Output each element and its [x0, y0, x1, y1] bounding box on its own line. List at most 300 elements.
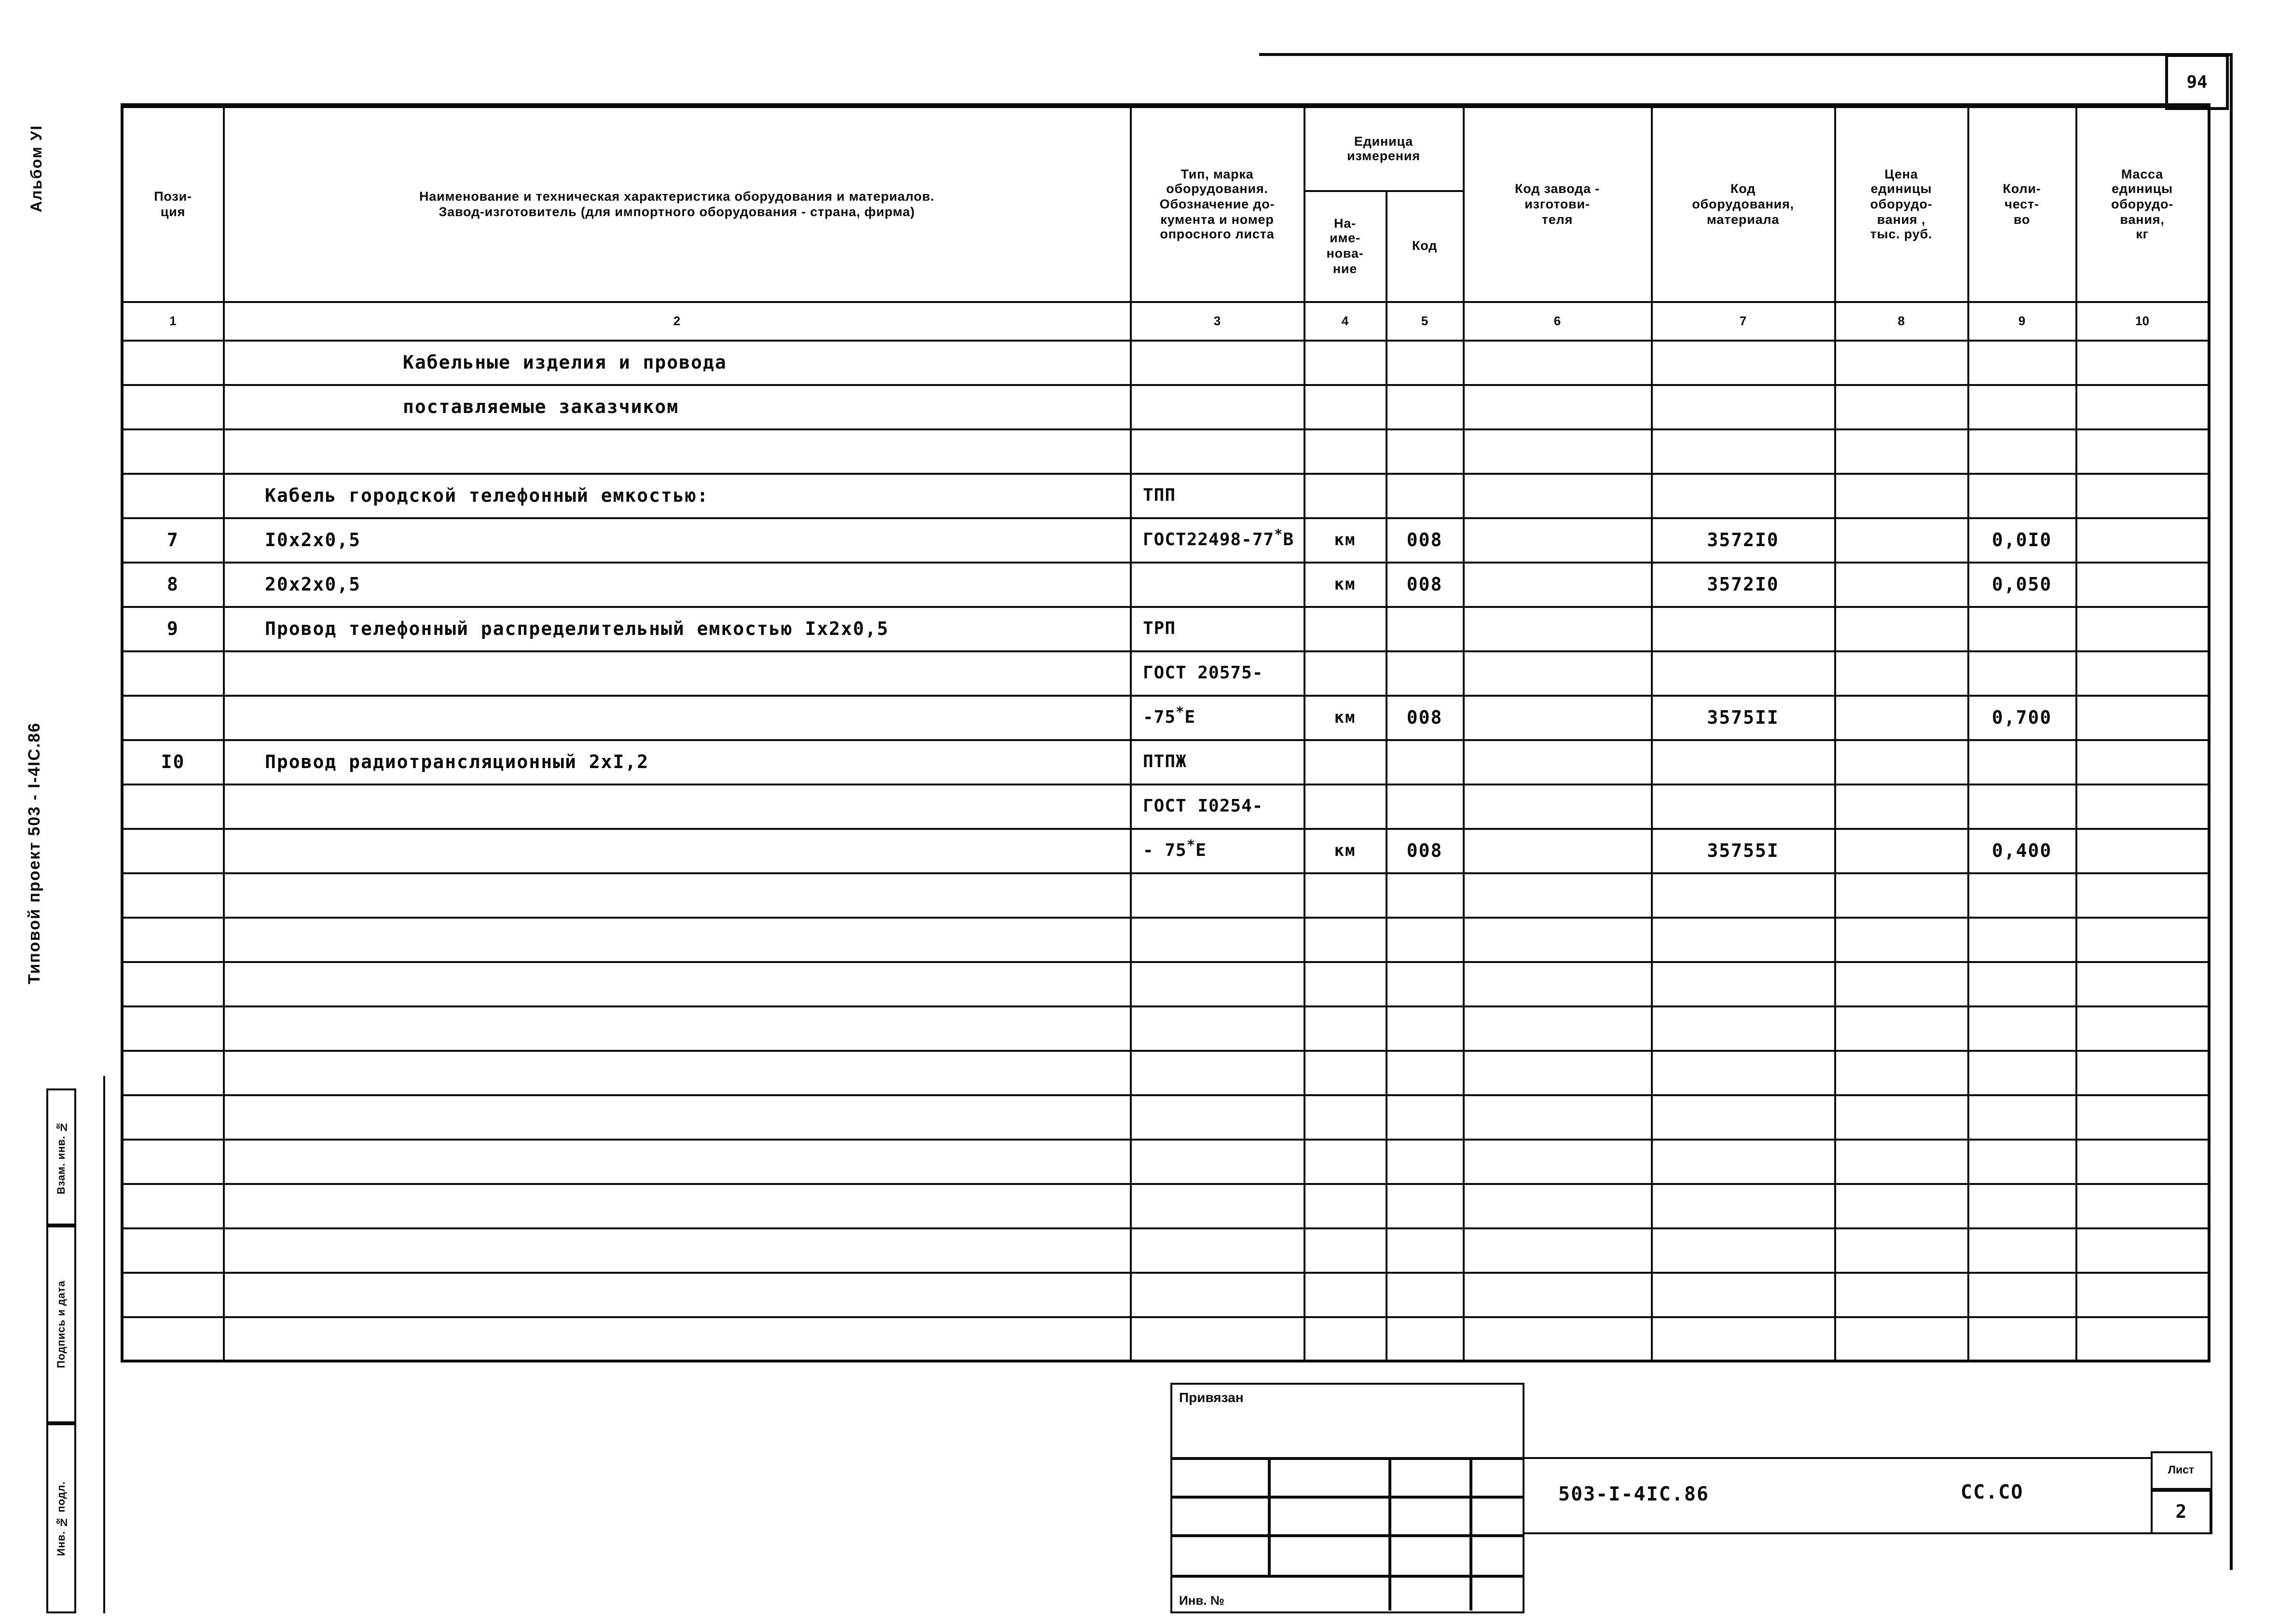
table-cell: [1386, 962, 1463, 1006]
table-cell: [1386, 1317, 1463, 1361]
table-cell: [1386, 1228, 1463, 1272]
table-cell: [1386, 473, 1463, 518]
table-cell: [1651, 1184, 1835, 1228]
table-cell: [1463, 606, 1651, 651]
spec-table-body: [122, 340, 2209, 1361]
table-cell: [1463, 651, 1651, 695]
column-number-cell: 4: [1304, 302, 1386, 340]
table-cell: [223, 1139, 1130, 1184]
table-cell: [223, 962, 1130, 1006]
sheet-label: Лист: [2168, 1465, 2195, 1476]
table-cell: [1835, 1317, 1968, 1361]
page-number: 94: [2186, 72, 2208, 92]
column-number-cell: 8: [1835, 302, 1968, 340]
table-cell: [1463, 385, 1651, 429]
table-cell: [1304, 784, 1386, 828]
table-cell: 7: [122, 518, 223, 562]
table-cell: [122, 695, 223, 740]
table-cell: [122, 1317, 223, 1361]
header-line: Код: [1412, 238, 1438, 253]
header-unit-group: [1304, 106, 1463, 191]
table-cell: [223, 1228, 1130, 1272]
table-cell: км: [1304, 695, 1386, 740]
table-cell: [1651, 962, 1835, 1006]
table-cell: [1130, 1050, 1304, 1095]
header-line: оборудо-: [2111, 196, 2174, 211]
table-cell: 35755I: [1651, 828, 1835, 873]
table-cell: [1835, 784, 1968, 828]
table-cell: [2076, 1006, 2209, 1050]
table-cell: [1304, 606, 1386, 651]
table-cell: 008: [1386, 518, 1463, 562]
table-cell: [2076, 1228, 2209, 1272]
header-price: [1835, 106, 1968, 302]
table-cell: [122, 385, 223, 429]
table-row: [122, 828, 2209, 873]
header-line: Обозначение до-: [1159, 196, 1275, 211]
table-cell: [1835, 651, 1968, 695]
header-line: Наименование и техническая характеристика оборудования и материалов.: [419, 189, 934, 204]
table-cell: [1463, 429, 1651, 473]
table-cell: [122, 1006, 223, 1050]
table-cell: [1463, 1139, 1651, 1184]
table-cell: [1968, 429, 2076, 473]
header-line: Завод-изготовитель (для импортного оборудования - страна, фирма): [439, 204, 915, 219]
table-row: [122, 606, 2209, 651]
header-line-group: [1305, 134, 1462, 164]
table-cell: [1386, 1050, 1463, 1095]
table-cell: [1651, 1095, 1835, 1139]
stamp-vzam-inv-label: Взам. инв. №: [55, 1120, 67, 1194]
table-cell: [1463, 518, 1651, 562]
column-number-cell: 9: [1968, 302, 2076, 340]
table-row: [122, 1272, 2209, 1317]
footer-stamp: [1170, 1383, 1524, 1613]
header-line: Пози-: [154, 189, 192, 204]
header-qty: [1968, 106, 2076, 302]
table-cell: [1835, 1006, 1968, 1050]
header-line: нова-: [1326, 246, 1364, 261]
header-line: На-: [1334, 216, 1356, 231]
header-line: теля: [1541, 212, 1573, 226]
header-line: Код завода -: [1515, 181, 1600, 196]
table-cell: [223, 828, 1130, 873]
table-cell: [1386, 340, 1463, 385]
table-cell: [2076, 651, 2209, 695]
table-row: [122, 1095, 2209, 1139]
table-cell: [1463, 962, 1651, 1006]
header-line: Код: [1730, 181, 1756, 196]
table-cell: [2076, 606, 2209, 651]
table-cell: [1968, 1050, 2076, 1095]
table-cell: [1651, 1006, 1835, 1050]
table-cell: [1304, 740, 1386, 784]
table-cell: [1968, 1095, 2076, 1139]
table-row: [122, 1228, 2209, 1272]
table-cell: [1968, 962, 2076, 1006]
header-line: ция: [160, 204, 186, 219]
table-cell: [1651, 606, 1835, 651]
table-cell: [1835, 962, 1968, 1006]
table-cell: [1463, 562, 1651, 606]
table-cell: [1651, 917, 1835, 962]
table-cell: ГОСТ I0254-: [1130, 784, 1304, 828]
table-cell: 0,050: [1968, 562, 2076, 606]
table-cell: [1651, 1139, 1835, 1184]
table-cell: [1835, 429, 1968, 473]
header-line: измерения: [1347, 149, 1420, 164]
table-cell: 008: [1386, 695, 1463, 740]
table-cell: [1386, 1095, 1463, 1139]
table-cell: [1130, 873, 1304, 917]
table-cell: 9: [122, 606, 223, 651]
header-line-group: [1836, 167, 1967, 242]
header-line: изготови-: [1524, 196, 1590, 211]
sheet-label-box: [2150, 1451, 2212, 1490]
table-row: [122, 1184, 2209, 1228]
header-factory-code: [1463, 106, 1651, 302]
table-cell: [1968, 1184, 2076, 1228]
header-line: име-: [1330, 231, 1360, 246]
table-cell: [1130, 1006, 1304, 1050]
table-cell: [1651, 784, 1835, 828]
table-cell: [122, 1272, 223, 1317]
table-cell: [1835, 1050, 1968, 1095]
table-cell: [122, 1095, 223, 1139]
header-line: оборудо-: [1870, 196, 1933, 211]
table-cell: [1651, 473, 1835, 518]
table-cell: Провод телефонный распределительный емкостью Iх2х0,5: [223, 606, 1130, 651]
table-row: [122, 1050, 2209, 1095]
header-line: единицы: [1870, 181, 1932, 196]
table-cell: [122, 828, 223, 873]
table-cell: 3572I0: [1651, 562, 1835, 606]
table-cell: [1304, 385, 1386, 429]
table-cell: [1386, 429, 1463, 473]
table-cell: 0,400: [1968, 828, 2076, 873]
table-cell: [1968, 1272, 2076, 1317]
inventory-number-label: Инв. №: [1179, 1593, 1224, 1608]
table-cell: [1304, 473, 1386, 518]
table-row: [122, 562, 2209, 606]
stamp-podpis-data: [46, 1225, 76, 1423]
table-cell: [1130, 917, 1304, 962]
header-line-group: [1305, 216, 1385, 276]
header-line-group: [1387, 238, 1462, 253]
header-line-group: [1464, 182, 1650, 227]
table-cell: [122, 873, 223, 917]
table-cell: [223, 784, 1130, 828]
header-line: вания ,: [1877, 212, 1926, 226]
header-unit-code: [1386, 191, 1463, 302]
album-label: Альбом УI: [29, 124, 45, 212]
table-cell: ТПП: [1130, 473, 1304, 518]
table-cell: [1386, 1006, 1463, 1050]
table-row: [122, 340, 2209, 385]
header-line: оборудования,: [1692, 196, 1794, 211]
table-cell: [1386, 606, 1463, 651]
header-line: опросного листа: [1160, 227, 1275, 242]
table-cell: [1835, 1272, 1968, 1317]
table-cell: [2076, 1317, 2209, 1361]
table-cell: [1968, 917, 2076, 962]
column-number-cell: 10: [2076, 302, 2209, 340]
footer-stamp-divider: [1268, 1457, 1270, 1575]
table-cell: [1835, 562, 1968, 606]
table-cell: I0: [122, 740, 223, 784]
table-cell: [1386, 1272, 1463, 1317]
table-row: [122, 651, 2209, 695]
table-cell: - 75*Е: [1130, 828, 1304, 873]
header-line: тыс. руб.: [1870, 227, 1933, 242]
table-cell: Кабель городской телефонный емкостью:: [223, 473, 1130, 518]
header-line: единицы: [2112, 181, 2173, 196]
table-cell: [1651, 1317, 1835, 1361]
table-cell: [2076, 1272, 2209, 1317]
table-cell: ГОСТ22498-77*В: [1130, 518, 1304, 562]
table-row: [122, 1006, 2209, 1050]
table-cell: [2076, 740, 2209, 784]
table-cell: [1835, 740, 1968, 784]
table-cell: [2076, 1050, 2209, 1095]
table-cell: Провод радиотрансляционный 2хI,2: [223, 740, 1130, 784]
table-cell: 0,700: [1968, 695, 2076, 740]
table-cell: [1968, 1228, 2076, 1272]
header-line: ние: [1332, 261, 1358, 276]
table-cell: ПТПЖ: [1130, 740, 1304, 784]
header-name: [223, 106, 1130, 302]
page-number-box: [2165, 54, 2229, 110]
table-cell: [122, 651, 223, 695]
column-number-row: [122, 302, 2209, 340]
table-cell: ТРП: [1130, 606, 1304, 651]
table-cell: [1463, 695, 1651, 740]
header-line: кг: [2136, 227, 2149, 242]
table-cell: [1835, 1139, 1968, 1184]
table-cell: [1651, 429, 1835, 473]
table-row: [122, 1139, 2209, 1184]
header-line-group: [1652, 182, 1834, 227]
sheet-number-box: [2150, 1490, 2212, 1534]
stamp-podpis-data-label: Подпись и дата: [55, 1280, 67, 1368]
table-cell: I0х2х0,5: [223, 518, 1130, 562]
table-cell: [1968, 873, 2076, 917]
table-cell: [122, 962, 223, 1006]
table-cell: [1651, 340, 1835, 385]
table-cell: [2076, 340, 2209, 385]
table-cell: [1304, 1139, 1386, 1184]
header-line: Цена: [1884, 166, 1918, 181]
table-cell: -75*Е: [1130, 695, 1304, 740]
table-cell: [2076, 695, 2209, 740]
table-cell: км: [1304, 828, 1386, 873]
table-cell: км: [1304, 518, 1386, 562]
header-line: во: [2013, 212, 2031, 226]
header-line-group: [224, 189, 1129, 219]
table-cell: [1651, 651, 1835, 695]
table-cell: [1130, 1184, 1304, 1228]
stamp-inv-podl-label: Инв. № подл.: [55, 1481, 67, 1556]
table-cell: [1304, 917, 1386, 962]
footer-stamp-divider: [1388, 1457, 1391, 1610]
table-row: [122, 962, 2209, 1006]
table-cell: [1968, 340, 2076, 385]
table-cell: [223, 651, 1130, 695]
table-cell: [1304, 340, 1386, 385]
table-cell: [1463, 1317, 1651, 1361]
table-cell: [2076, 917, 2209, 962]
table-cell: [2076, 518, 2209, 562]
table-cell: [122, 340, 223, 385]
table-cell: [1304, 429, 1386, 473]
table-cell: [1968, 784, 2076, 828]
table-cell: [2076, 1184, 2209, 1228]
table-cell: [1968, 1139, 2076, 1184]
table-row: [122, 740, 2209, 784]
table-cell: [1304, 1006, 1386, 1050]
table-cell: [223, 695, 1130, 740]
table-cell: [1968, 385, 2076, 429]
table-cell: [223, 1317, 1130, 1361]
table-cell: [1463, 917, 1651, 962]
sheet-number: 2: [2175, 1501, 2187, 1523]
table-row: [122, 429, 2209, 473]
table-cell: [1968, 606, 2076, 651]
table-cell: [1304, 1050, 1386, 1095]
table-row: [122, 695, 2209, 740]
header-line: Тип, марка: [1181, 166, 1254, 181]
table-cell: [122, 473, 223, 518]
table-row: [122, 784, 2209, 828]
header-pos: [122, 106, 223, 302]
header-line: вания,: [2120, 212, 2165, 226]
header-line: Единица: [1354, 134, 1414, 149]
table-cell: [1463, 473, 1651, 518]
table-cell: [2076, 1095, 2209, 1139]
table-cell: ГОСТ 20575-: [1130, 651, 1304, 695]
table-cell: [223, 429, 1130, 473]
table-cell: [1386, 740, 1463, 784]
column-number-cell: 5: [1386, 302, 1463, 340]
header-line-group: [1131, 167, 1303, 242]
header-line: кумента и номер: [1160, 212, 1274, 226]
table-cell: [1304, 873, 1386, 917]
table-cell: 008: [1386, 828, 1463, 873]
table-cell: [1651, 740, 1835, 784]
table-cell: Кабельные изделия и провода: [223, 340, 1130, 385]
table-row: [122, 917, 2209, 962]
table-cell: [1835, 340, 1968, 385]
table-cell: [1386, 917, 1463, 962]
table-cell: 0,0I0: [1968, 518, 2076, 562]
table-row: [122, 518, 2209, 562]
header-line: Масса: [2121, 166, 2164, 181]
table-cell: [1835, 1228, 1968, 1272]
table-cell: [223, 917, 1130, 962]
frame-top-line: [1259, 53, 2232, 56]
table-cell: [1130, 962, 1304, 1006]
linked-label: Привязан: [1179, 1390, 1244, 1405]
table-cell: [1463, 1228, 1651, 1272]
table-cell: [1386, 1139, 1463, 1184]
table-cell: [1835, 606, 1968, 651]
table-cell: [1304, 651, 1386, 695]
header-line-group: [124, 189, 222, 219]
table-cell: [1835, 828, 1968, 873]
table-cell: [223, 1184, 1130, 1228]
table-cell: [1463, 1184, 1651, 1228]
table-cell: [1386, 873, 1463, 917]
table-cell: [2076, 828, 2209, 873]
table-cell: [1835, 695, 1968, 740]
header-line-group: [1969, 182, 2075, 227]
table-cell: [2076, 562, 2209, 606]
header-line: материала: [1706, 212, 1780, 226]
table-cell: [1130, 1272, 1304, 1317]
table-cell: [2076, 385, 2209, 429]
table-cell: [2076, 429, 2209, 473]
table-cell: [2076, 784, 2209, 828]
table-cell: [1130, 562, 1304, 606]
table-cell: [1130, 385, 1304, 429]
table-cell: [223, 1050, 1130, 1095]
header-mass: [2076, 106, 2209, 302]
table-cell: [1304, 1317, 1386, 1361]
table-cell: [1835, 518, 1968, 562]
table-cell: [1651, 1228, 1835, 1272]
table-cell: [223, 873, 1130, 917]
table-cell: [1835, 873, 1968, 917]
table-cell: 20х2х0,5: [223, 562, 1130, 606]
spec-table: [121, 103, 2210, 1363]
table-cell: [1835, 1095, 1968, 1139]
header-type: [1130, 106, 1304, 302]
table-cell: [1304, 1184, 1386, 1228]
column-number-cell: 7: [1651, 302, 1835, 340]
table-cell: [1835, 473, 1968, 518]
table-cell: [1463, 828, 1651, 873]
table-cell: [1130, 1139, 1304, 1184]
table-cell: [1651, 1272, 1835, 1317]
table-cell: [223, 1095, 1130, 1139]
table-cell: поставляемые заказчиком: [223, 385, 1130, 429]
table-cell: [1304, 1095, 1386, 1139]
table-cell: [1651, 873, 1835, 917]
footer-stamp-divider: [1469, 1457, 1472, 1610]
table-cell: [1386, 784, 1463, 828]
header-equip-code: [1651, 106, 1835, 302]
table-cell: [1304, 1272, 1386, 1317]
table-cell: [1968, 1317, 2076, 1361]
table-cell: [223, 1272, 1130, 1317]
column-number-cell: 6: [1463, 302, 1651, 340]
table-row: [122, 873, 2209, 917]
stamp-vzam-inv: [46, 1088, 76, 1225]
table-cell: [1463, 873, 1651, 917]
table-cell: [1304, 962, 1386, 1006]
table-cell: [1130, 1228, 1304, 1272]
table-cell: [1463, 1050, 1651, 1095]
table-cell: [1463, 740, 1651, 784]
header-line: Коли-: [2003, 181, 2041, 196]
table-row: [122, 473, 2209, 518]
table-cell: 3572I0: [1651, 518, 1835, 562]
table-cell: [2076, 473, 2209, 518]
table-cell: [122, 1228, 223, 1272]
table-cell: [1463, 1095, 1651, 1139]
table-cell: [1304, 1228, 1386, 1272]
table-cell: [1968, 651, 2076, 695]
